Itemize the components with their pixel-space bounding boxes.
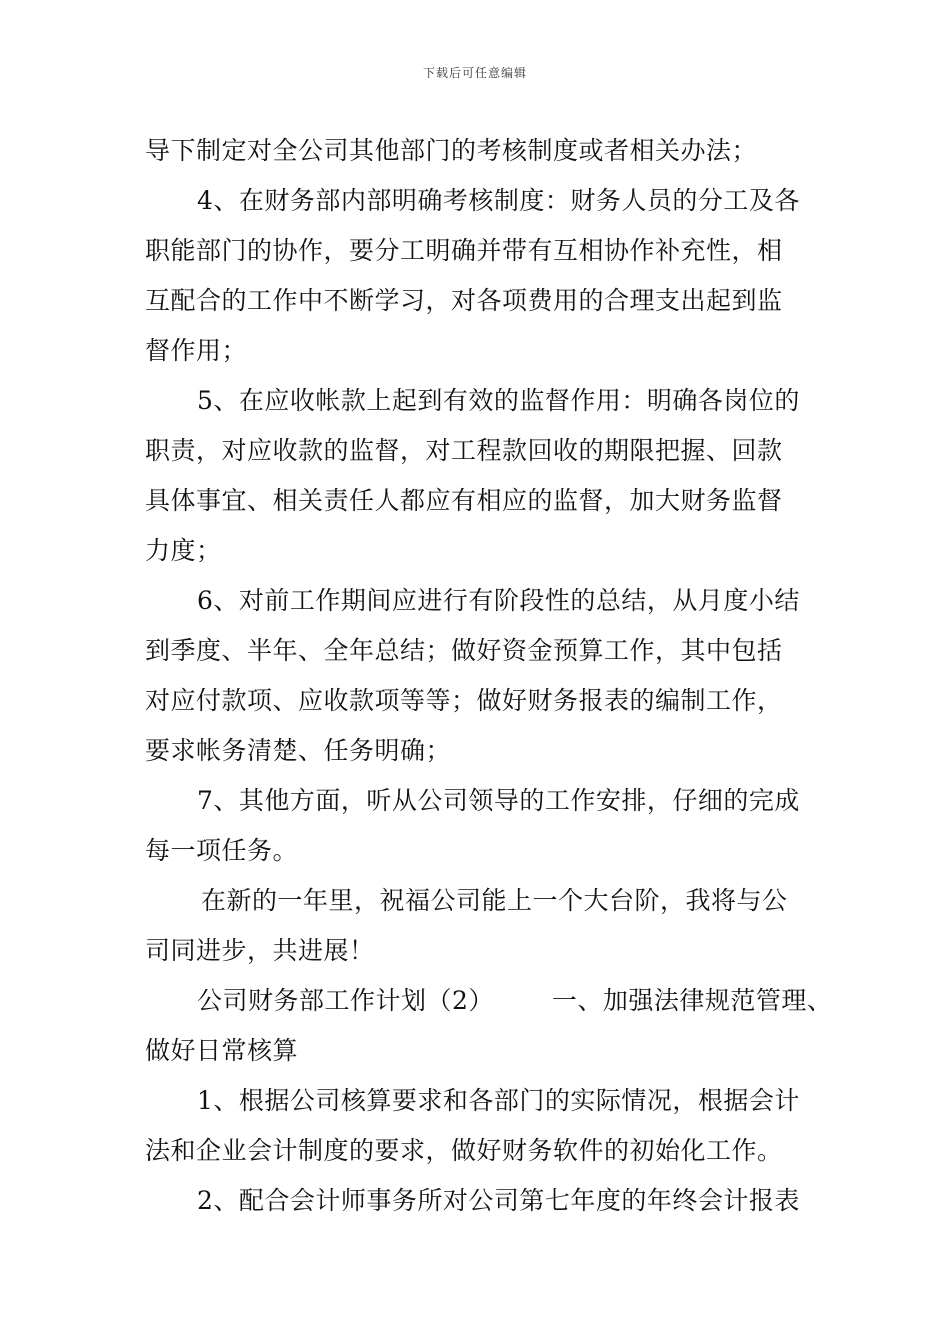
text-line: 力度； [145,536,222,565]
text-line: 做好日常核算 [145,1036,299,1065]
text-line: 6、对前工作期间应进行有阶段性的总结，从月度小结 [197,586,800,615]
text-line: 1、根据公司核算要求和各部门的实际情况，根据会计 [197,1086,800,1115]
text-line: 督作用； [145,336,248,365]
text-line: 在新的一年里，祝福公司能上一个大台阶，我将与公 [201,886,788,915]
text-line: 对应付款项、应收款项等等；做好财务报表的编制工作， [145,686,783,715]
text-line: 导下制定对全公司其他部门的考核制度或者相关办法； [145,136,758,165]
text-line: 7、其他方面，听从公司领导的工作安排，仔细的完成 [197,786,800,815]
section-heading: 一、加强法律规范管理、 [551,986,833,1015]
text-line: 要求帐务清楚、任务明确； [145,736,452,765]
text-line [145,976,833,1026]
text-line: 具体事宜、相关责任人都应有相应的监督，加大财务监督 [145,486,783,515]
text-line: 职能部门的协作，要分工明确并带有互相协作补充性，相 [145,236,783,265]
text-line: 每一项任务。 [145,836,299,865]
text-line: 5、在应收帐款上起到有效的监督作用：明确各岗位的 [197,386,800,415]
text-line: 法和企业会计制度的要求，做好财务软件的初始化工作。 [145,1136,783,1165]
section-title: 公司财务部工作计划（2） [197,986,494,1015]
text-line: 互配合的工作中不断学习，对各项费用的合理支出起到监 [145,286,783,315]
document-body [145,126,833,1226]
page-header: 下载后可任意编辑 [422,66,527,80]
text-line: 2、配合会计师事务所对公司第七年度的年终会计报表 [197,1186,800,1215]
text-line: 到季度、半年、全年总结；做好资金预算工作，其中包括 [145,636,783,665]
text-line: 司同进步，共进展！ [145,936,375,965]
text-line: 职责，对应收款的监督，对工程款回收的期限把握、回款 [145,436,783,465]
text-line: 4、在财务部内部明确考核制度：财务人员的分工及各 [197,186,800,215]
